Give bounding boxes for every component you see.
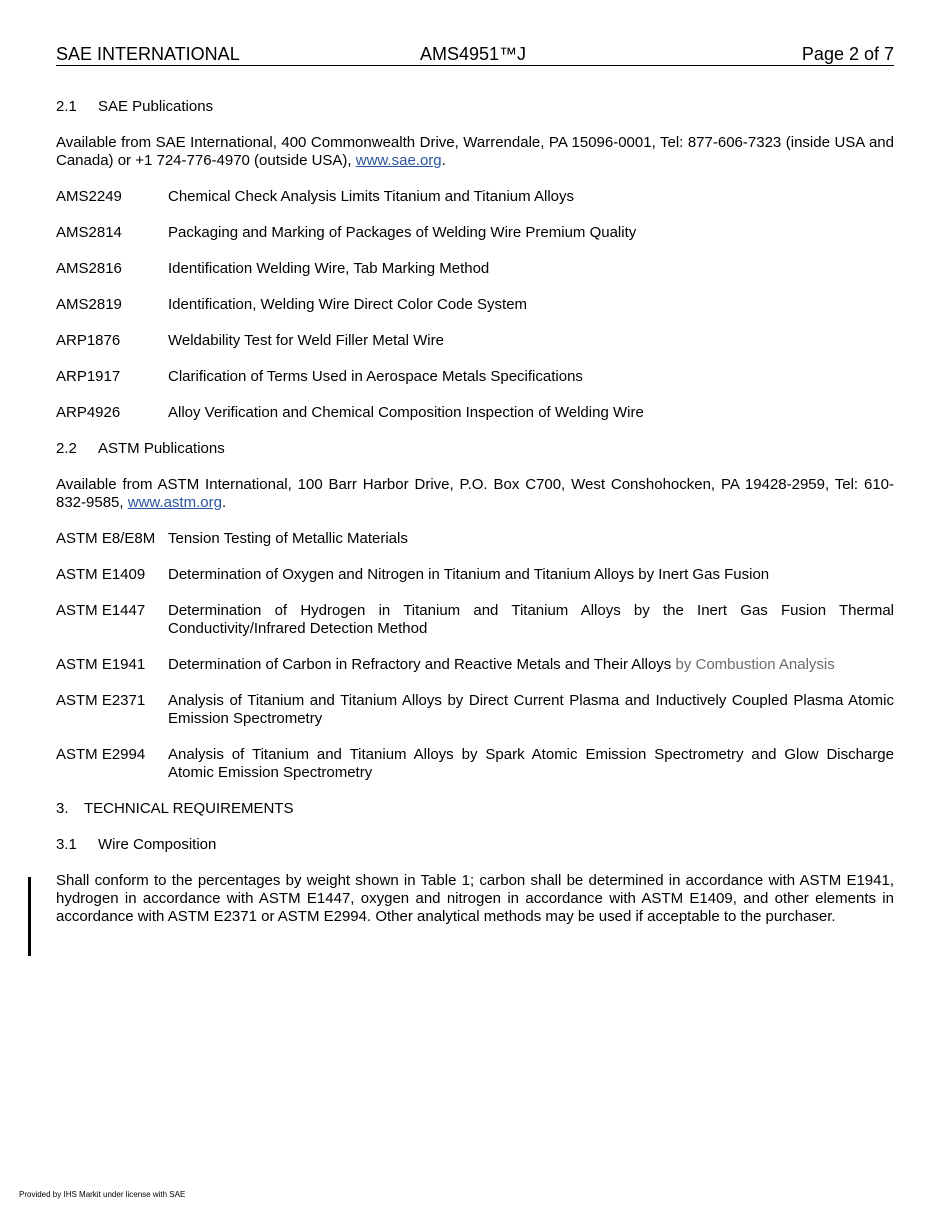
section-title: TECHNICAL REQUIREMENTS: [84, 800, 294, 817]
astm-website-link[interactable]: www.astm.org: [127, 494, 222, 511]
reference-item: [56, 296, 894, 314]
reference-item: [56, 530, 894, 548]
reference-item: [56, 368, 894, 386]
reference-title: Clarification of Terms Used in Aerospace Metals Specifications: [168, 368, 583, 385]
revision-change-bar: [28, 877, 31, 956]
reference-title: Determination of Hydrogen in Titanium and Titanium Alloys by the Inert Gas Fusion Thermal Conductivity/Infrared Detection Method: [168, 602, 894, 637]
reference-code: ASTM E1941: [56, 656, 146, 673]
document-body: [56, 98, 894, 944]
reference-item: [56, 404, 894, 422]
section-number: 2.1: [56, 98, 77, 115]
reference-code: ARP4926: [56, 404, 121, 421]
reference-title: Chemical Check Analysis Limits Titanium and Titanium Alloys: [168, 188, 574, 205]
section-title: Wire Composition: [98, 836, 217, 853]
section-title: SAE Publications: [98, 98, 214, 115]
section-number: 2.2: [56, 440, 77, 457]
section-number: 3.1: [56, 836, 77, 853]
reference-code: AMS2249: [56, 188, 122, 205]
reference-item: [56, 602, 894, 638]
header-document-id: AMS4951™J: [420, 44, 527, 64]
reference-code: AMS2814: [56, 224, 122, 241]
reference-item: [56, 746, 894, 782]
reference-title: Identification Welding Wire, Tab Marking Method: [168, 260, 490, 277]
reference-code: ASTM E1447: [56, 602, 146, 619]
reference-title: Analysis of Titanium and Titanium Alloys by Spark Atomic Emission Spectrometry and Glow Discharge Atomic Emission Spectrometry: [168, 746, 894, 781]
section-number: 3.: [56, 800, 69, 817]
reference-code: ARP1917: [56, 368, 121, 385]
reference-code: AMS2819: [56, 296, 122, 313]
section-heading-3-1: [56, 836, 894, 854]
wire-composition-paragraph: Shall conform to the percentages by weight shown in Table 1; carbon shall be determined in accordance with ASTM E1941, hydrogen in accordance with ASTM E1447, oxygen and nitrogen in accordance with ASTM E1409, and other elements in accordance with ASTM E2371 or ASTM E2994. Other analytical methods may be used if acceptable to the purchaser.: [56, 872, 894, 925]
reference-item: [56, 260, 894, 278]
reference-code: ASTM E1409: [56, 566, 146, 583]
reference-title: Determination of Oxygen and Nitrogen in Titanium and Titanium Alloys by Inert Gas Fusion: [168, 566, 770, 583]
page-header: [56, 43, 894, 66]
reference-title: Tension Testing of Metallic Materials: [168, 530, 408, 547]
section-heading-2-2: [56, 440, 894, 458]
reference-code: ASTM E2371: [56, 692, 146, 709]
reference-title: [168, 656, 894, 674]
header-organization: SAE INTERNATIONAL: [56, 44, 240, 64]
sae-reference-list: [56, 188, 894, 422]
availability-text: Available from ASTM International, 100 Barr Harbor Drive, P.O. Box C700, West Conshohocken, PA 19428-2959, Tel: 610-832-9585,: [56, 476, 894, 511]
reference-code: ASTM E2994: [56, 746, 146, 763]
header-page-number: Page 2 of 7: [801, 44, 894, 64]
reference-code: ARP1876: [56, 332, 121, 349]
reference-title-main: Determination of Carbon in Refractory and Reactive Metals and Their Alloys: [168, 656, 672, 673]
reference-title: Identification, Welding Wire Direct Color Code System: [168, 296, 528, 313]
reference-item: [56, 692, 894, 728]
reference-item: [56, 188, 894, 206]
section-heading-2-1: [56, 98, 894, 116]
astm-availability-paragraph: Available from ASTM International, 100 Barr Harbor Drive, P.O. Box C700, West Conshohocken, PA 19428-2959, Tel: 610-832-9585, www.astm.org.: [56, 476, 894, 511]
section-heading-3: [56, 800, 894, 818]
reference-code: AMS2816: [56, 260, 122, 277]
reference-title-added-text: by Combustion Analysis: [675, 656, 835, 673]
reference-title: Alloy Verification and Chemical Composition Inspection of Welding Wire: [168, 404, 644, 421]
astm-reference-list: [56, 530, 894, 782]
reference-item: [56, 332, 894, 350]
reference-item: [56, 566, 894, 584]
reference-code: ASTM E8/E8M: [56, 530, 156, 547]
sae-website-link[interactable]: www.sae.org: [355, 152, 442, 169]
availability-text: Available from SAE International, 400 Commonwealth Drive, Warrendale, PA 15096-0001, Tel: 877-606-7323 (inside USA and Canada) or +1 724-776-4970 (outside USA),: [56, 134, 894, 169]
reference-item: [56, 224, 894, 242]
reference-item: [56, 656, 894, 674]
reference-title: Weldability Test for Weld Filler Metal Wire: [168, 332, 444, 349]
reference-title: Analysis of Titanium and Titanium Alloys by Direct Current Plasma and Inductively Coupled Plasma Atomic Emission Spectrometry: [168, 692, 894, 727]
section-title: ASTM Publications: [98, 440, 225, 457]
reference-title: Packaging and Marking of Packages of Welding Wire Premium Quality: [168, 224, 637, 241]
sae-availability-paragraph: Available from SAE International, 400 Commonwealth Drive, Warrendale, PA 15096-0001, Tel: 877-606-7323 (inside USA and Canada) or +1 724-776-4970 (outside USA), www.sae.org.: [56, 134, 894, 169]
license-footer: Provided by IHS Markit under license with SAE: [19, 1190, 186, 1199]
